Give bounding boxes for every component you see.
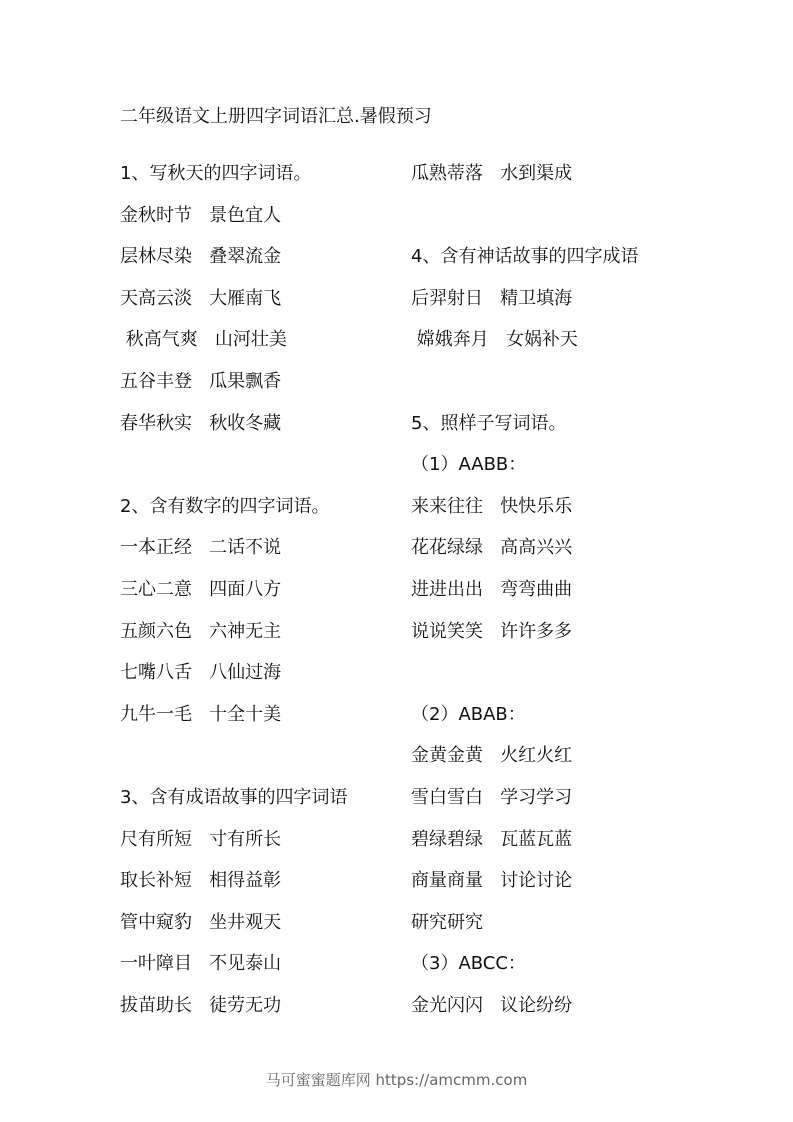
- text-line: 后羿射日 精卫填海: [411, 287, 573, 309]
- blank-line: [120, 451, 347, 493]
- text-line: 研究研究: [411, 911, 483, 933]
- text-line: 碧绿碧绿 瓦蓝瓦蓝: [411, 828, 573, 850]
- text-line: 金秋时节 景色宜人: [120, 204, 282, 226]
- text-line: 拔苗助长 徒劳无功: [120, 994, 282, 1016]
- text-line: 五颜六色 六神无主: [120, 620, 282, 642]
- section-heading: 4、含有神话故事的四字成语: [411, 246, 639, 268]
- section-heading: 5、照样子写词语。: [411, 412, 567, 434]
- text-line: 嫦娥奔月 女娲补天: [411, 329, 578, 351]
- text-line: 金黄金黄 火红火红: [411, 745, 573, 767]
- text-line: 一叶障目 不见泰山: [120, 953, 282, 975]
- text-line: 商量商量 讨论讨论: [411, 870, 573, 892]
- footer-watermark: 马可蜜蜜题库网 https://amcmm.com: [265, 1071, 528, 1089]
- blank-line: [411, 659, 638, 701]
- text-line: 秋高气爽 山河壮美: [120, 329, 287, 351]
- text-line: 管中窥豹 坐井观天: [120, 911, 282, 933]
- left-column: [120, 160, 347, 1033]
- subsection-heading: （2）ABAB：: [411, 703, 526, 725]
- text-line: 雪白雪白 学习学习: [411, 786, 573, 808]
- subsection-heading: （1）AABB：: [411, 454, 527, 476]
- section-heading: 2、含有数字的四字词语。: [120, 495, 330, 517]
- text-line: 九牛一毛 十全十美: [120, 703, 282, 725]
- text-line: 进进出出 弯弯曲曲: [411, 578, 573, 600]
- section-heading: 3、含有成语故事的四字词语: [120, 786, 348, 808]
- text-line: 七嘴八舌 八仙过海: [120, 662, 282, 684]
- blank-line: [411, 202, 638, 244]
- text-line: 瓜熟蒂落 水到渠成: [411, 163, 573, 184]
- text-line: 三心二意 四面八方: [120, 578, 282, 600]
- subsection-heading: （3）ABCC：: [411, 953, 526, 975]
- text-line: 1、写秋天的四字词语。: [120, 163, 312, 184]
- text-line: 花花绿绿 高高兴兴: [411, 537, 573, 559]
- blank-line: [120, 742, 347, 784]
- text-line: 来来往往 快快乐乐: [411, 495, 573, 517]
- text-line: 说说笑笑 许许多多: [411, 620, 573, 642]
- text-line: 一本正经 二话不说: [120, 537, 282, 559]
- text-line: 尺有所短 寸有所长: [120, 828, 282, 850]
- text-line: 层林尽染 叠翠流金: [120, 246, 282, 268]
- text-line: 天高云淡 大雁南飞: [120, 287, 282, 309]
- text-line: 春华秋实 秋收冬藏: [120, 412, 282, 434]
- text-line: 五谷丰登 瓜果飘香: [120, 370, 282, 392]
- right-column: [411, 160, 638, 1033]
- page-title: 二年级语文上册四字词语汇总.暑假预习: [120, 106, 432, 127]
- text-line: 取长补短 相得益彰: [120, 870, 282, 892]
- text-line: 金光闪闪 议论纷纷: [411, 994, 573, 1016]
- blank-line: [411, 368, 638, 410]
